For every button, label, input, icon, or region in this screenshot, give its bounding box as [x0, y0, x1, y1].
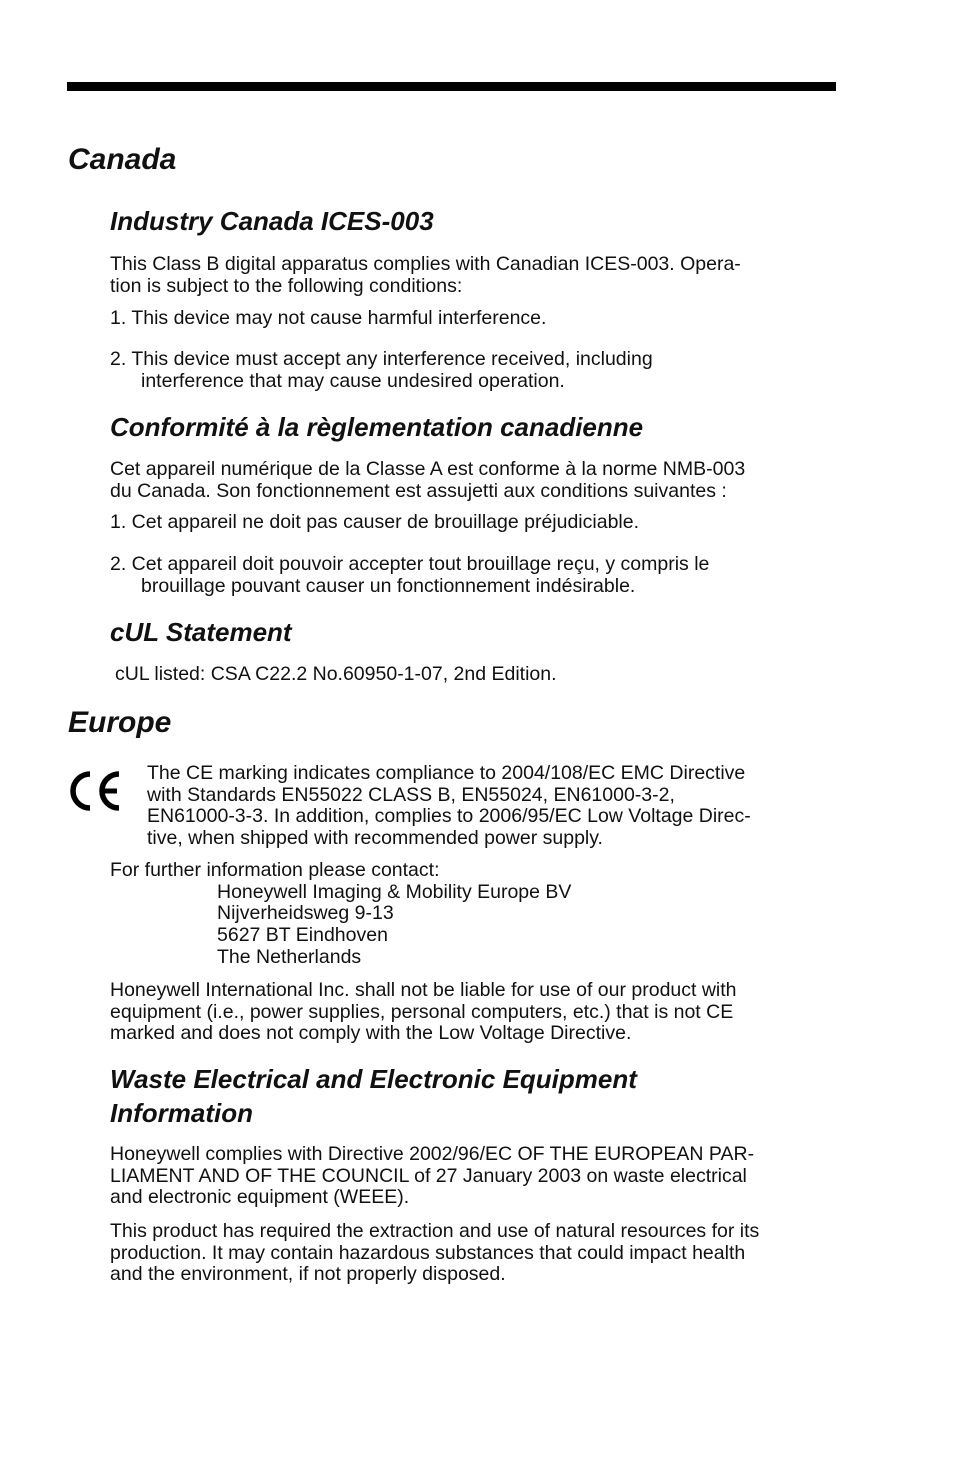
- ce-marking-icon: [66, 768, 126, 814]
- address-line-street: Nijverheidsweg 9-13: [217, 902, 394, 925]
- address-line-city: 5627 BT Eindhoven: [217, 924, 388, 947]
- conformite-condition-1: [110, 512, 639, 534]
- ices-condition-2-text: 2. This device must accept any interference received, including: [110, 348, 653, 370]
- weee-paragraph-2: [110, 1221, 759, 1286]
- heading-conformite-canadienne: Conformité à la règlementation canadienne: [110, 412, 644, 442]
- heading-weee-line: Information: [110, 1098, 253, 1128]
- ce-marking-line: with Standards EN55022 CLASS B, EN55024, EN61000-3-2,: [147, 783, 675, 806]
- contact-intro: For further information please contact:: [110, 859, 440, 881]
- ce-marking-line: tive, when shipped with recommended power supply.: [147, 827, 603, 850]
- section-heading-canada: Canada: [68, 143, 177, 176]
- heading-industry-canada-ices: Industry Canada ICES-003: [110, 206, 434, 236]
- ices-condition-2-continuation: interference that may cause undesired operation.: [141, 369, 565, 392]
- section-heading-europe: Europe: [68, 706, 172, 739]
- heading-weee-line: Waste Electrical and Electronic Equipment: [110, 1064, 637, 1094]
- contact-block: [110, 860, 571, 969]
- liability-line: equipment (i.e., power supplies, personal computers, etc.) that is not CE: [110, 1000, 734, 1023]
- ices-intro-line: tion is subject to the following conditions:: [110, 274, 463, 297]
- liability-line: Honeywell International Inc. shall not be liable for use of our product with: [110, 979, 737, 1001]
- liability-paragraph: [110, 980, 737, 1045]
- ices-intro-paragraph: [110, 254, 741, 297]
- weee-paragraph-2-line: and the environment, if not properly disposed.: [110, 1263, 506, 1286]
- conformite-intro-line: du Canada. Son fonctionnement est assujetti aux conditions suivantes :: [110, 479, 727, 502]
- conformite-intro-line: Cet appareil numérique de la Classe A est conforme à la norme NMB-003: [110, 458, 746, 480]
- cul-statement-line: cUL listed: CSA C22.2 No.60950-1-07, 2nd Edition.: [115, 663, 557, 685]
- ices-condition-1-text: 1. This device may not cause harmful interference.: [110, 307, 547, 329]
- ce-marking-line: EN61000-3-3. In addition, complies to 2006/95/EC Low Voltage Direc-: [147, 805, 751, 828]
- ices-condition-1: [110, 308, 546, 330]
- conformite-condition-2-continuation: brouillage pouvant causer un fonctionnement indésirable.: [141, 574, 636, 597]
- address-line-company: Honeywell Imaging & Mobility Europe BV: [217, 880, 572, 903]
- ices-intro-line: This Class B digital apparatus complies with Canadian ICES-003. Opera-: [110, 253, 741, 275]
- weee-paragraph-1-line: Honeywell complies with Directive 2002/96/EC OF THE EUROPEAN PAR-: [110, 1143, 755, 1165]
- ce-marking-line: The CE marking indicates compliance to 2004/108/EC EMC Directive: [147, 762, 746, 784]
- weee-paragraph-1-line: and electronic equipment (WEEE).: [110, 1186, 410, 1209]
- cul-statement-text: [115, 664, 557, 686]
- address-line-country: The Netherlands: [217, 945, 362, 968]
- heading-weee: [110, 1062, 637, 1130]
- weee-paragraph-2-line: production. It may contain hazardous substances that could impact health: [110, 1241, 746, 1264]
- header-rule: [67, 82, 836, 91]
- weee-paragraph-1: [110, 1144, 754, 1209]
- conformite-condition-2-text: 2. Cet appareil doit pouvoir accepter tout brouillage reçu, y compris le: [110, 553, 710, 575]
- liability-line: marked and does not comply with the Low Voltage Directive.: [110, 1022, 632, 1045]
- ices-condition-2: [110, 349, 653, 392]
- weee-paragraph-2-line: This product has required the extraction and use of natural resources for its: [110, 1220, 760, 1242]
- weee-paragraph-1-line: LIAMENT AND OF THE COUNCIL of 27 January 2003 on waste electrical: [110, 1164, 747, 1187]
- conformite-intro-paragraph: [110, 459, 745, 502]
- heading-cul-statement: cUL Statement: [110, 617, 292, 647]
- conformite-condition-1-text: 1. Cet appareil ne doit pas causer de brouillage préjudiciable.: [110, 511, 640, 533]
- ce-marking-paragraph: [147, 763, 751, 850]
- conformite-condition-2: [110, 554, 709, 597]
